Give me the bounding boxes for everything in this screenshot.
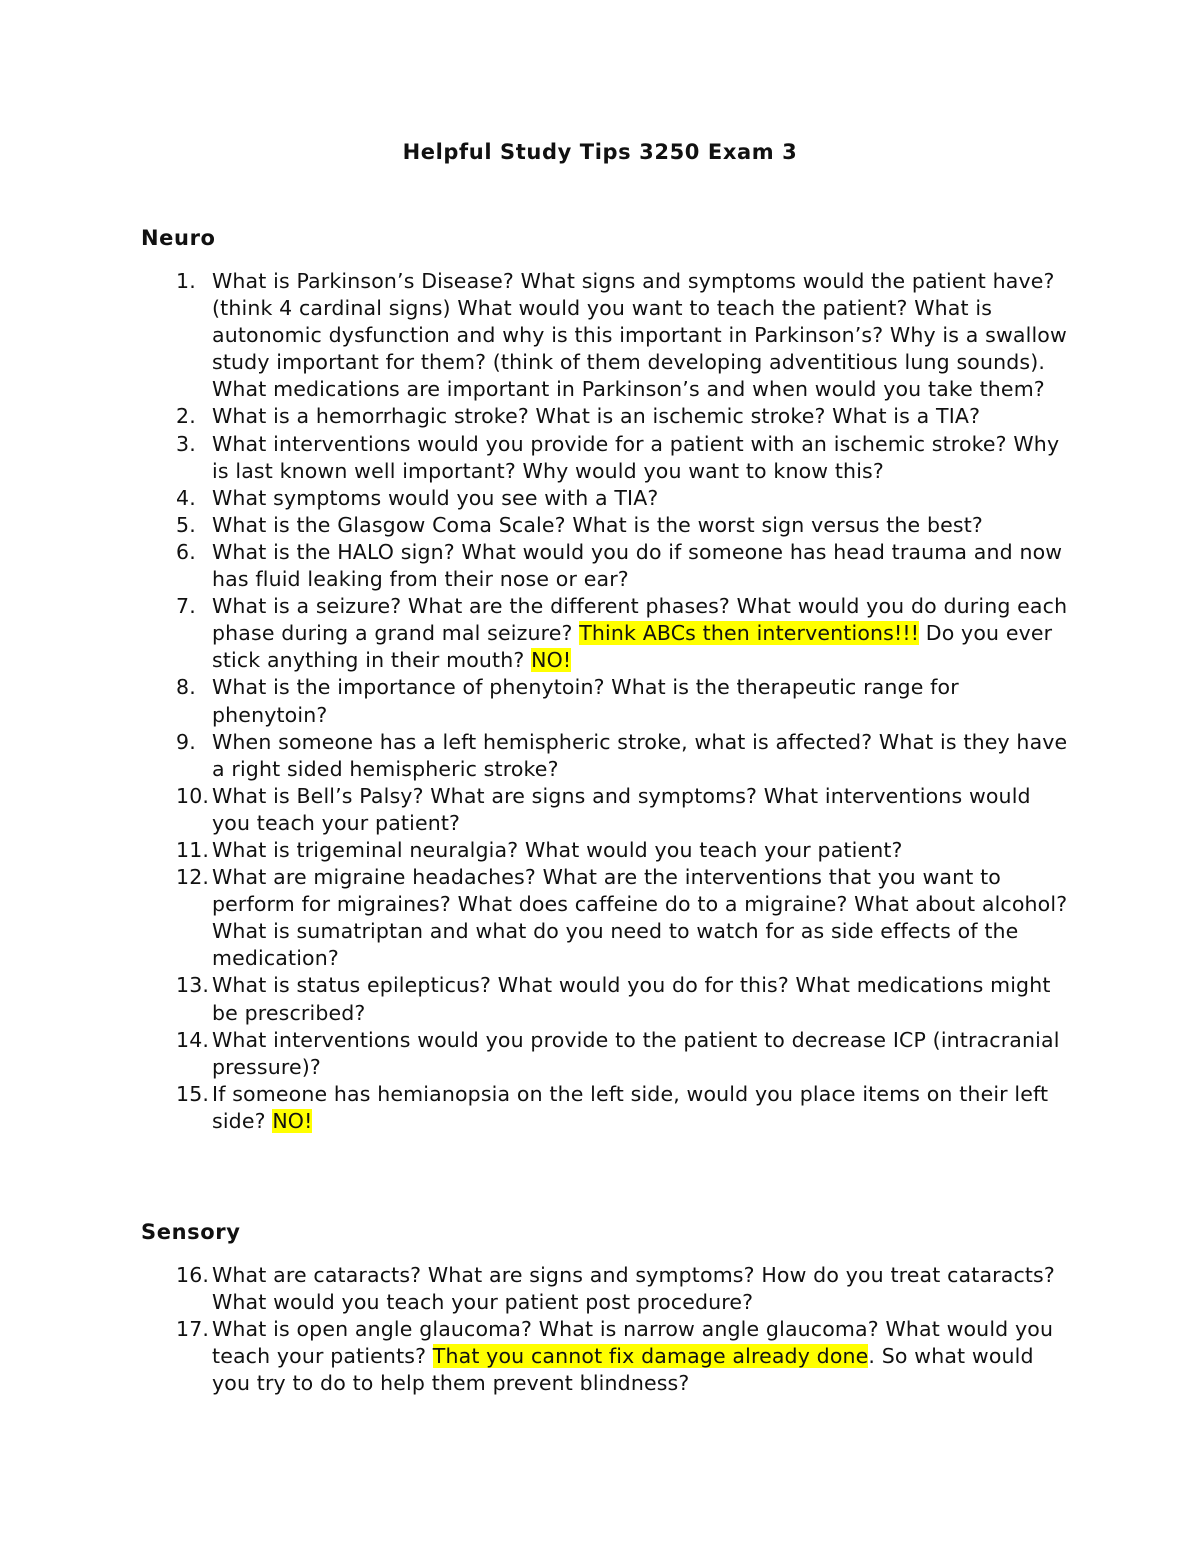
item-text: . So what would you try to do to help them prevent blindness? [212, 1344, 1034, 1396]
item-text: What is the HALO sign? What would you do if someone has head trauma and now has fluid leaking from their nose or ear? [212, 539, 1063, 592]
sensory-question-list [0, 1262, 1200, 1397]
item-number: 7. [176, 594, 196, 619]
list-item [0, 485, 1072, 512]
list-item [0, 972, 1072, 1026]
item-text: What are cataracts? What are signs and symptoms? How do you treat cataracts? What would you teach your patient post procedure? [212, 1263, 1055, 1315]
list-item [0, 539, 1072, 593]
item-text: What is trigeminal neuralgia? What would you teach your patient? [212, 837, 903, 862]
item-text: What symptoms would you see with a TIA? [212, 485, 659, 510]
item-number: 3. [176, 431, 196, 456]
item-number: 5. [176, 512, 196, 537]
item-text: When someone has a left hemispheric stroke, what is affected? What is they have a right sided hemispheric stroke? [212, 729, 1068, 781]
list-item [0, 783, 1072, 837]
item-number: 1. [176, 269, 196, 293]
highlighted-text: NO! [531, 648, 572, 673]
item-number: 9. [176, 729, 196, 754]
item-number: 8. [176, 675, 196, 700]
item-text: What is the Glasgow Coma Scale? What is the worst sign versus the best? [212, 512, 983, 537]
highlighted-text: That you cannot fix damage already done [432, 1344, 869, 1369]
list-item [0, 864, 1072, 972]
item-text: What interventions would you provide for a patient with an ischemic stroke? Why is last known well important? Why would you want to know this? [212, 431, 1060, 483]
item-text: If someone has hemianopsia on the left side, would you place items on their left side? [212, 1081, 1049, 1133]
item-text: What is Parkinson’s Disease? What signs and symptoms would the patient have? (think 4 cardinal signs) What would you want to teach the patient? What is autonomic dysfunction and why is this important in Parkinson’s? Why is a swallow study important for them? (think of them developing adventitious lung sounds). What medications are important in Parkinson’s and when would you take them? [212, 269, 1067, 402]
list-item [0, 593, 1072, 674]
item-number: 14. [176, 1027, 210, 1052]
item-number: 4. [176, 485, 196, 510]
list-item [0, 729, 1072, 783]
list-item [0, 512, 1072, 539]
item-number: 17. [176, 1317, 210, 1342]
list-item [0, 837, 1072, 864]
item-text: What are migraine headaches? What are the interventions that you want to perform for migraines? What does caffeine do to a migraine? What about alcohol? What is sumatriptan and what do you need to watch for as side effects of the medication? [212, 865, 1068, 971]
item-text: What is status epilepticus? What would you do for this? What medications might be prescribed? [212, 973, 1051, 1025]
list-item [0, 1027, 1072, 1081]
document-title: Helpful Study Tips 3250 Exam 3 [402, 140, 798, 164]
item-number: 6. [176, 539, 196, 564]
item-number: 15. [176, 1081, 210, 1106]
item-number: 16. [176, 1263, 210, 1287]
highlighted-text: Think ABCs then interventions!!! [579, 621, 920, 646]
list-item [0, 268, 1072, 403]
item-number: 11. [176, 837, 210, 862]
list-item [0, 431, 1072, 485]
item-text: What is a seizure? What are the different phases? What would you do during each phase during a grand mal seizure? [212, 594, 1068, 646]
section-heading-sensory: Sensory [141, 1220, 241, 1244]
item-text: What interventions would you provide to the patient to decrease ICP (intracranial pressure)? [212, 1027, 1060, 1079]
list-item [0, 1262, 1072, 1316]
list-item [0, 403, 1072, 430]
neuro-question-list [0, 268, 1200, 1135]
item-number: 13. [176, 973, 210, 998]
item-text: Do you ever stick anything in their mouth? [212, 621, 1053, 673]
item-text: What is the importance of phenytoin? What is the therapeutic range for phenytoin? [212, 675, 959, 727]
item-text: What is Bell’s Palsy? What are signs and symptoms? What interventions would you teach your patient? [212, 783, 1031, 835]
highlighted-text: NO! [272, 1108, 313, 1133]
item-number: 2. [176, 404, 196, 429]
list-item [0, 1081, 1072, 1135]
section-heading-neuro: Neuro [141, 226, 216, 250]
item-number: 10. [176, 783, 210, 808]
item-text: What is open angle glaucoma? What is narrow angle glaucoma? What would you teach your patients? [212, 1317, 1054, 1369]
item-text: What is a hemorrhagic stroke? What is an ischemic stroke? What is a TIA? [212, 404, 981, 429]
list-item [0, 1316, 1072, 1397]
item-number: 12. [176, 865, 210, 890]
list-item [0, 674, 1072, 728]
